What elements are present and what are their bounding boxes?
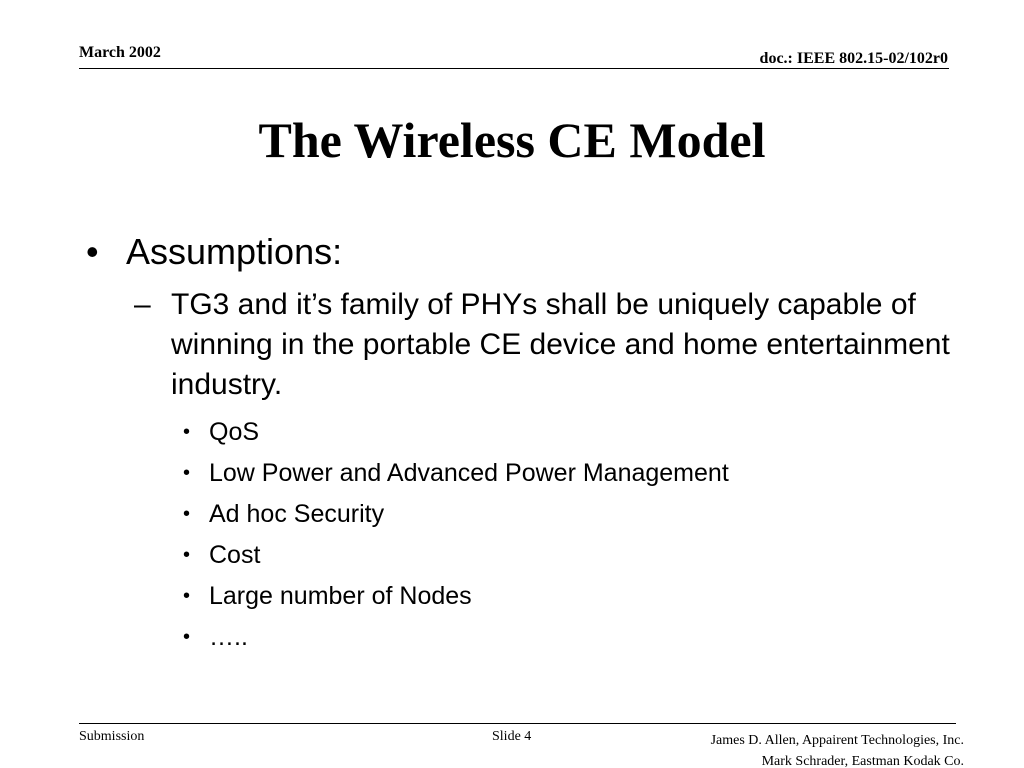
header-divider — [79, 68, 949, 69]
level1-bullet: • — [86, 231, 99, 272]
footer-divider — [79, 723, 956, 724]
level1-text: Assumptions: — [126, 231, 343, 272]
level3-bullet: • — [183, 503, 191, 525]
header-date: March 2002 — [79, 44, 161, 61]
level3-bullet: • — [183, 421, 191, 443]
header-doc-id: doc.: IEEE 802.15-02/102r0 — [759, 50, 948, 67]
footer-slide-number: Slide 4 — [492, 729, 532, 744]
list-item-text: QoS — [209, 418, 260, 446]
list-item-text: Cost — [209, 541, 261, 569]
level3-bullet: • — [183, 626, 191, 648]
footer-authors — [711, 730, 964, 768]
list-item-text: Ad hoc Security — [209, 500, 385, 528]
footer-submission: Submission — [79, 729, 145, 744]
list-item-text: Low Power and Advanced Power Management — [209, 459, 729, 487]
level2-text: TG3 and it’s family of PHYs shall be uniquely capable of winning in the portable CE device and home entertainment industry. — [171, 288, 950, 401]
level2-dash: – — [134, 288, 151, 321]
list-item-text: ….. — [209, 623, 248, 651]
level3-bullet: • — [183, 462, 191, 484]
level3-bullet: • — [183, 585, 191, 607]
slide-title: The Wireless CE Model — [258, 112, 766, 168]
level3-bullet: • — [183, 544, 191, 566]
list-item-text: Large number of Nodes — [209, 582, 472, 610]
footer-author-line: Mark Schrader, Eastman Kodak Co. — [761, 754, 964, 768]
footer-author-line: James D. Allen, Appairent Technologies, Inc. — [710, 733, 964, 748]
